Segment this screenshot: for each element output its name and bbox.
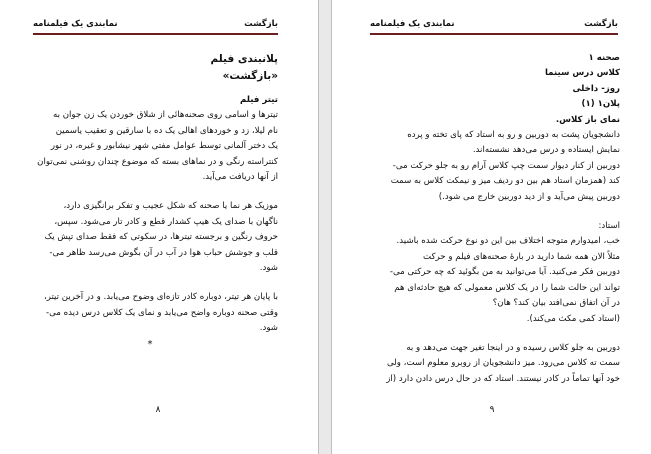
speaker-label: استاد:: [598, 221, 620, 232]
right-header-title: بازگشت: [584, 19, 618, 29]
text-line: نمایش ایستاده و درس می‌دهد نشسته‌اند.: [472, 145, 620, 156]
book-gutter: [318, 0, 332, 454]
left-page-header: [33, 19, 278, 33]
text-line: موزیک هر نما یا صحنه که شکل عجیب و تفکر برانگیزی دارد،: [63, 201, 278, 212]
left-paragraph-1: [22, 108, 278, 185]
text-line: شود.: [259, 263, 278, 274]
left-page-number: ۸: [155, 405, 161, 415]
left-header-rule: [33, 33, 278, 35]
left-page: [0, 0, 318, 454]
right-page: [332, 0, 651, 454]
text-line: نام لیلا، زد و خوردهای اهالی یک ده با سارقین و تعقیب یاسمین: [55, 125, 278, 136]
text-line: در آن اتفاق نمی‌افتد بیان کند؟ هان؟: [492, 298, 620, 309]
text-line: خب، امیدوارم متوجه اختلاف بین این دو نوع حرکت شده باشید.: [396, 236, 620, 247]
left-header-subtitle: نمابندی یک فیلمنامه: [33, 19, 118, 29]
left-paragraph-2: [22, 199, 278, 276]
right-paragraph-2: [362, 159, 620, 205]
left-header-title: بازگشت: [244, 19, 278, 29]
shot-number: پلان۱ (۱): [581, 99, 620, 110]
text-line: ناگهان با صدای یک هیپ کشدار قطع و کادر تار می‌شود. سپس،: [54, 216, 278, 227]
section-end-star: *: [147, 338, 153, 350]
left-heading-1: پلانبندی فیلم: [210, 53, 278, 65]
right-page-content: [362, 51, 620, 387]
scene-time: روز- داخلی: [572, 83, 620, 94]
text-line: دانشجویان پشت به دوربین و رو به استاد که پای تخته و پرده: [407, 130, 620, 141]
left-page-content: [22, 51, 278, 352]
left-paragraph-3: [22, 290, 278, 336]
left-section-title: تیتر فیلم: [240, 95, 278, 105]
text-line: از آنها دریافت می‌آید.: [202, 172, 278, 183]
right-page-header: [370, 19, 618, 33]
right-paragraph-1: [362, 128, 620, 159]
text-line: (استاد کمی مکث می‌کند).: [526, 313, 620, 324]
text-line: وقتی صحنه دوباره واضح می‌یابد و نمای یک کلاس درس دیده می-: [45, 307, 278, 318]
text-line: تیترها و اسامی روی صحنه‌هائی از شلاق خوردن یک زن جوان به: [53, 110, 278, 121]
text-line: دوربین از کنار دیوار سمت چپ کلاس آرام رو به جلو حرکت می-: [392, 160, 620, 171]
scene-heading: [362, 51, 620, 128]
text-line: شود.: [259, 323, 278, 334]
text-line: یک دختر آلمانی توسط عوامل مفتی شهر نیشابور و غیره، در نور: [50, 141, 278, 152]
shot-description: نمای باز کلاس.: [555, 114, 620, 125]
text-line: کند (همزمان استاد هم بین دو ردیف میز و نیمکت کلاس به سمت: [390, 176, 620, 187]
text-line: مثلاً الان همه شما دارید در بارهٔ صحنه‌های فیلم و حرکت: [423, 251, 620, 262]
scene-number: صحنه ۱: [588, 53, 620, 63]
right-page-number: ۹: [489, 405, 495, 415]
right-paragraph-3: [362, 219, 620, 327]
right-header-rule: [370, 33, 618, 35]
text-line: دوربین به جلو کلاس رسیده و در اینجا تغیر جهت می‌دهد و به: [406, 342, 620, 353]
left-heading-2: «بازگشت»: [222, 70, 278, 82]
text-line: دوربین پیش می‌آید و از دید دوربین خارج می شود.): [438, 191, 620, 202]
right-header-subtitle: نمابندی یک فیلمنامه: [370, 19, 455, 29]
text-line: کنتراسته رنگی و در نماهای بسته که موضوع چندان روشنی نمی‌توان: [37, 156, 278, 167]
right-paragraph-4: [362, 341, 620, 387]
scene-location: کلاس درس سینما: [544, 68, 620, 79]
text-line: دوربین فکر می‌کنید. آیا می‌توانید به من بگوئید که چه حرکتی می-: [389, 267, 620, 278]
text-line: حروف رنگین و برجسته تیترها، در سکوتی که فقط صدای تپش یک: [44, 232, 278, 243]
text-line: تواند این حالت شما را در یک کلاس معمولی که هیچ حادثه‌ای هم: [394, 282, 620, 293]
text-line: با پایان هر تیتر، دوباره کادر تازه‌ای وضوح می‌یابد. و در آخرین تیتر،: [43, 292, 278, 303]
text-line: خود آنها تماماً در کادر نیستند. استاد که در حال درس دادن دارد (از: [386, 373, 620, 384]
text-line: سمت ته کلاس می‌رود. میز دانشجویان از روبرو معلوم است، ولی: [387, 358, 620, 369]
text-line: قلب و جوشش حباب هوا در آب در آن بگوش می‌رسد ظاهر می-: [49, 247, 278, 258]
